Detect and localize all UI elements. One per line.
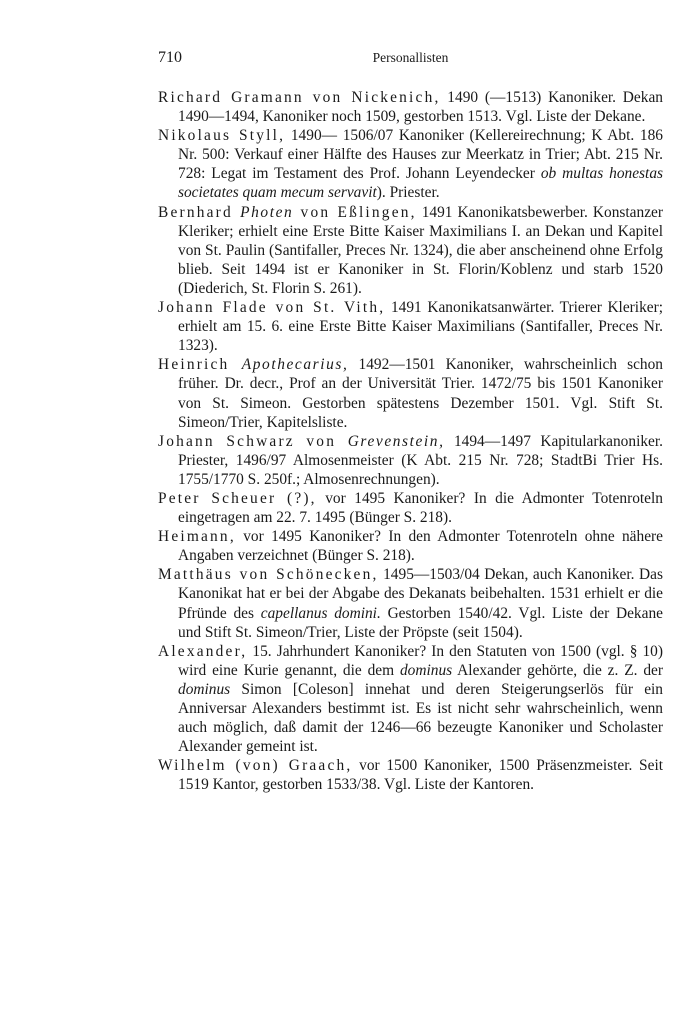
entry-name-first: Heinrich xyxy=(158,356,242,374)
entry-name: Heimann, xyxy=(158,528,236,546)
entry-wilhelm-graach xyxy=(158,756,663,794)
entry-name: Nikolaus Styll, xyxy=(158,127,286,145)
entry-name-first: Bernhard xyxy=(158,203,241,221)
entry-heimann xyxy=(158,527,663,565)
entry-list xyxy=(158,88,663,794)
entry-name-italic: Grevenstein, xyxy=(347,432,445,450)
entry-name: Alexander, xyxy=(158,642,248,660)
entry-name-first: Johann Schwarz von xyxy=(158,432,348,450)
entry-peter-scheuer xyxy=(158,489,663,527)
entry-text-middle: Alexander gehörte, die z. Z. der xyxy=(452,661,663,679)
entry-alexander xyxy=(158,642,663,757)
entry-name-italic: Apothecarius, xyxy=(241,356,349,374)
entry-text: 1494—1497 Kapitularkanoniker. Priester, 1496/97 Almosenmeister (K Abt. 215 Nr. 728; StadtBi Trier Hs. 1755/1770 S. 250f.; Almosenrechnungen). xyxy=(178,432,663,488)
entry-text: vor 1500 Kanoniker, 1500 Präsenzmeister. Seit 1519 Kantor, gestorben 1533/38. Vgl. Liste der Kantoren. xyxy=(178,757,663,794)
entry-name: Wilhelm (von) Graach, xyxy=(158,757,353,775)
entry-nikolaus-styll xyxy=(158,126,663,202)
entry-text-end: Gestorben 1540/42. Vgl. Liste der Dekane und Stift St. Simeon/Trier, Liste der Pröpste (seit 1504). xyxy=(178,604,663,641)
entry-latin-term: dominus xyxy=(399,661,453,679)
entry-latin-term: capellanus domini. xyxy=(260,604,381,622)
running-head xyxy=(158,49,663,69)
entry-text: vor 1495 Kanoniker? In die Admonter Totenroteln eingetragen am 22. 7. 1495 (Bünger S. 218). xyxy=(178,489,663,527)
entry-text: 1491 Kanonikatsbewerber. Konstanzer Kleriker; erhielt eine Erste Bitte Kaiser Maximilians I. an Dekan und Kapitel von St. Paulin (Santifaller, Preces Nr. 1324), die aber anscheinend ohne Erfolg blieb. Seit 1494 ist er Kanoniker in St. Florin/Koblenz und starb 1520 (Diederich, St. Florin S. 261). xyxy=(178,203,663,297)
entry-bernhard-photen xyxy=(158,203,663,298)
entry-text-end: ). Priester. xyxy=(376,184,440,202)
entry-text: 1490— 1506/07 Kanoniker (Kellereirechnung; K Abt. 186 Nr. 500: Verkauf einer Hälfte des Hauses zur Meerkatz in Trier; Abt. 215 Nr. 728: Legat im Testament des Prof. Johann Leyendecker xyxy=(178,127,663,183)
entry-latin-quote: ob multas honestas societates quam mecum servavit xyxy=(178,165,664,202)
entry-heinrich-apothecarius xyxy=(158,355,663,431)
entry-text: 1490 (—1513) Kanoniker. Dekan 1490—1494, Kanoniker noch 1509, gestorben 1513. Vgl. Liste der Dekane. xyxy=(178,89,663,126)
entry-text: 1491 Kanonikatsanwärter. Trierer Kleriker; erhielt am 15. 6. eine Erste Bitte Kaiser Maximilians (Santifaller, Preces Nr. 1323). xyxy=(178,299,663,355)
entry-name: Peter Scheuer (?), xyxy=(158,489,317,507)
entry-name-italic: Photen xyxy=(240,203,294,221)
running-title: Personallisten xyxy=(372,50,449,65)
entry-text: 15. Jahrhundert Kanoniker? In den Statuten von 1500 (vgl. § 10) wird eine Kurie genannt, die dem xyxy=(178,642,663,679)
entry-johann-schwarz xyxy=(158,432,663,489)
entry-text: 1492—1501 Kanoniker, wahrscheinlich schon früher. Dr. decr., Prof an der Universität Trier. 1472/75 bis 1501 Kanoniker von St. Simeon. Gestorben spätestens Dezember 1501. Vgl. Stift St. Simeon/Trier, Kapitelsliste. xyxy=(178,356,663,431)
entry-name: Johann Flade von St. Vith, xyxy=(158,299,386,317)
page-number: 710 xyxy=(158,49,182,66)
entry-johann-flade xyxy=(158,298,663,355)
entry-name-rest: von Eßlingen, xyxy=(293,203,417,221)
entry-text-end: Simon [Coleson] innehat und deren Steigerungserlös für ein Anniversar Alexanders bestimmt ist. Es ist nicht sehr wahrscheinlich, wenn auch möglich, daß damit der 1246—66 bezeugte Kanoniker und Scholaster Alexander gemeint ist. xyxy=(178,680,663,756)
entry-matthaeus-von-schoenecken xyxy=(158,565,663,641)
entry-name: Richard Gramann von Nickenich, xyxy=(158,89,441,106)
entry-richard-gramann xyxy=(158,88,663,126)
entry-text: vor 1495 Kanoniker? In den Admonter Totenroteln ohne nähere Angaben verzeichnet (Bünger S. 218). xyxy=(178,528,663,565)
entry-text: 1495—1503/04 Dekan, auch Kanoniker. Das Kanonikat hat er bei der Abgabe des Dekanats beibehalten. 1531 erhielt er die Pfründe des xyxy=(178,566,663,622)
entry-latin-term: dominus xyxy=(178,680,231,698)
entry-name: Matthäus von Schönecken, xyxy=(158,566,379,584)
